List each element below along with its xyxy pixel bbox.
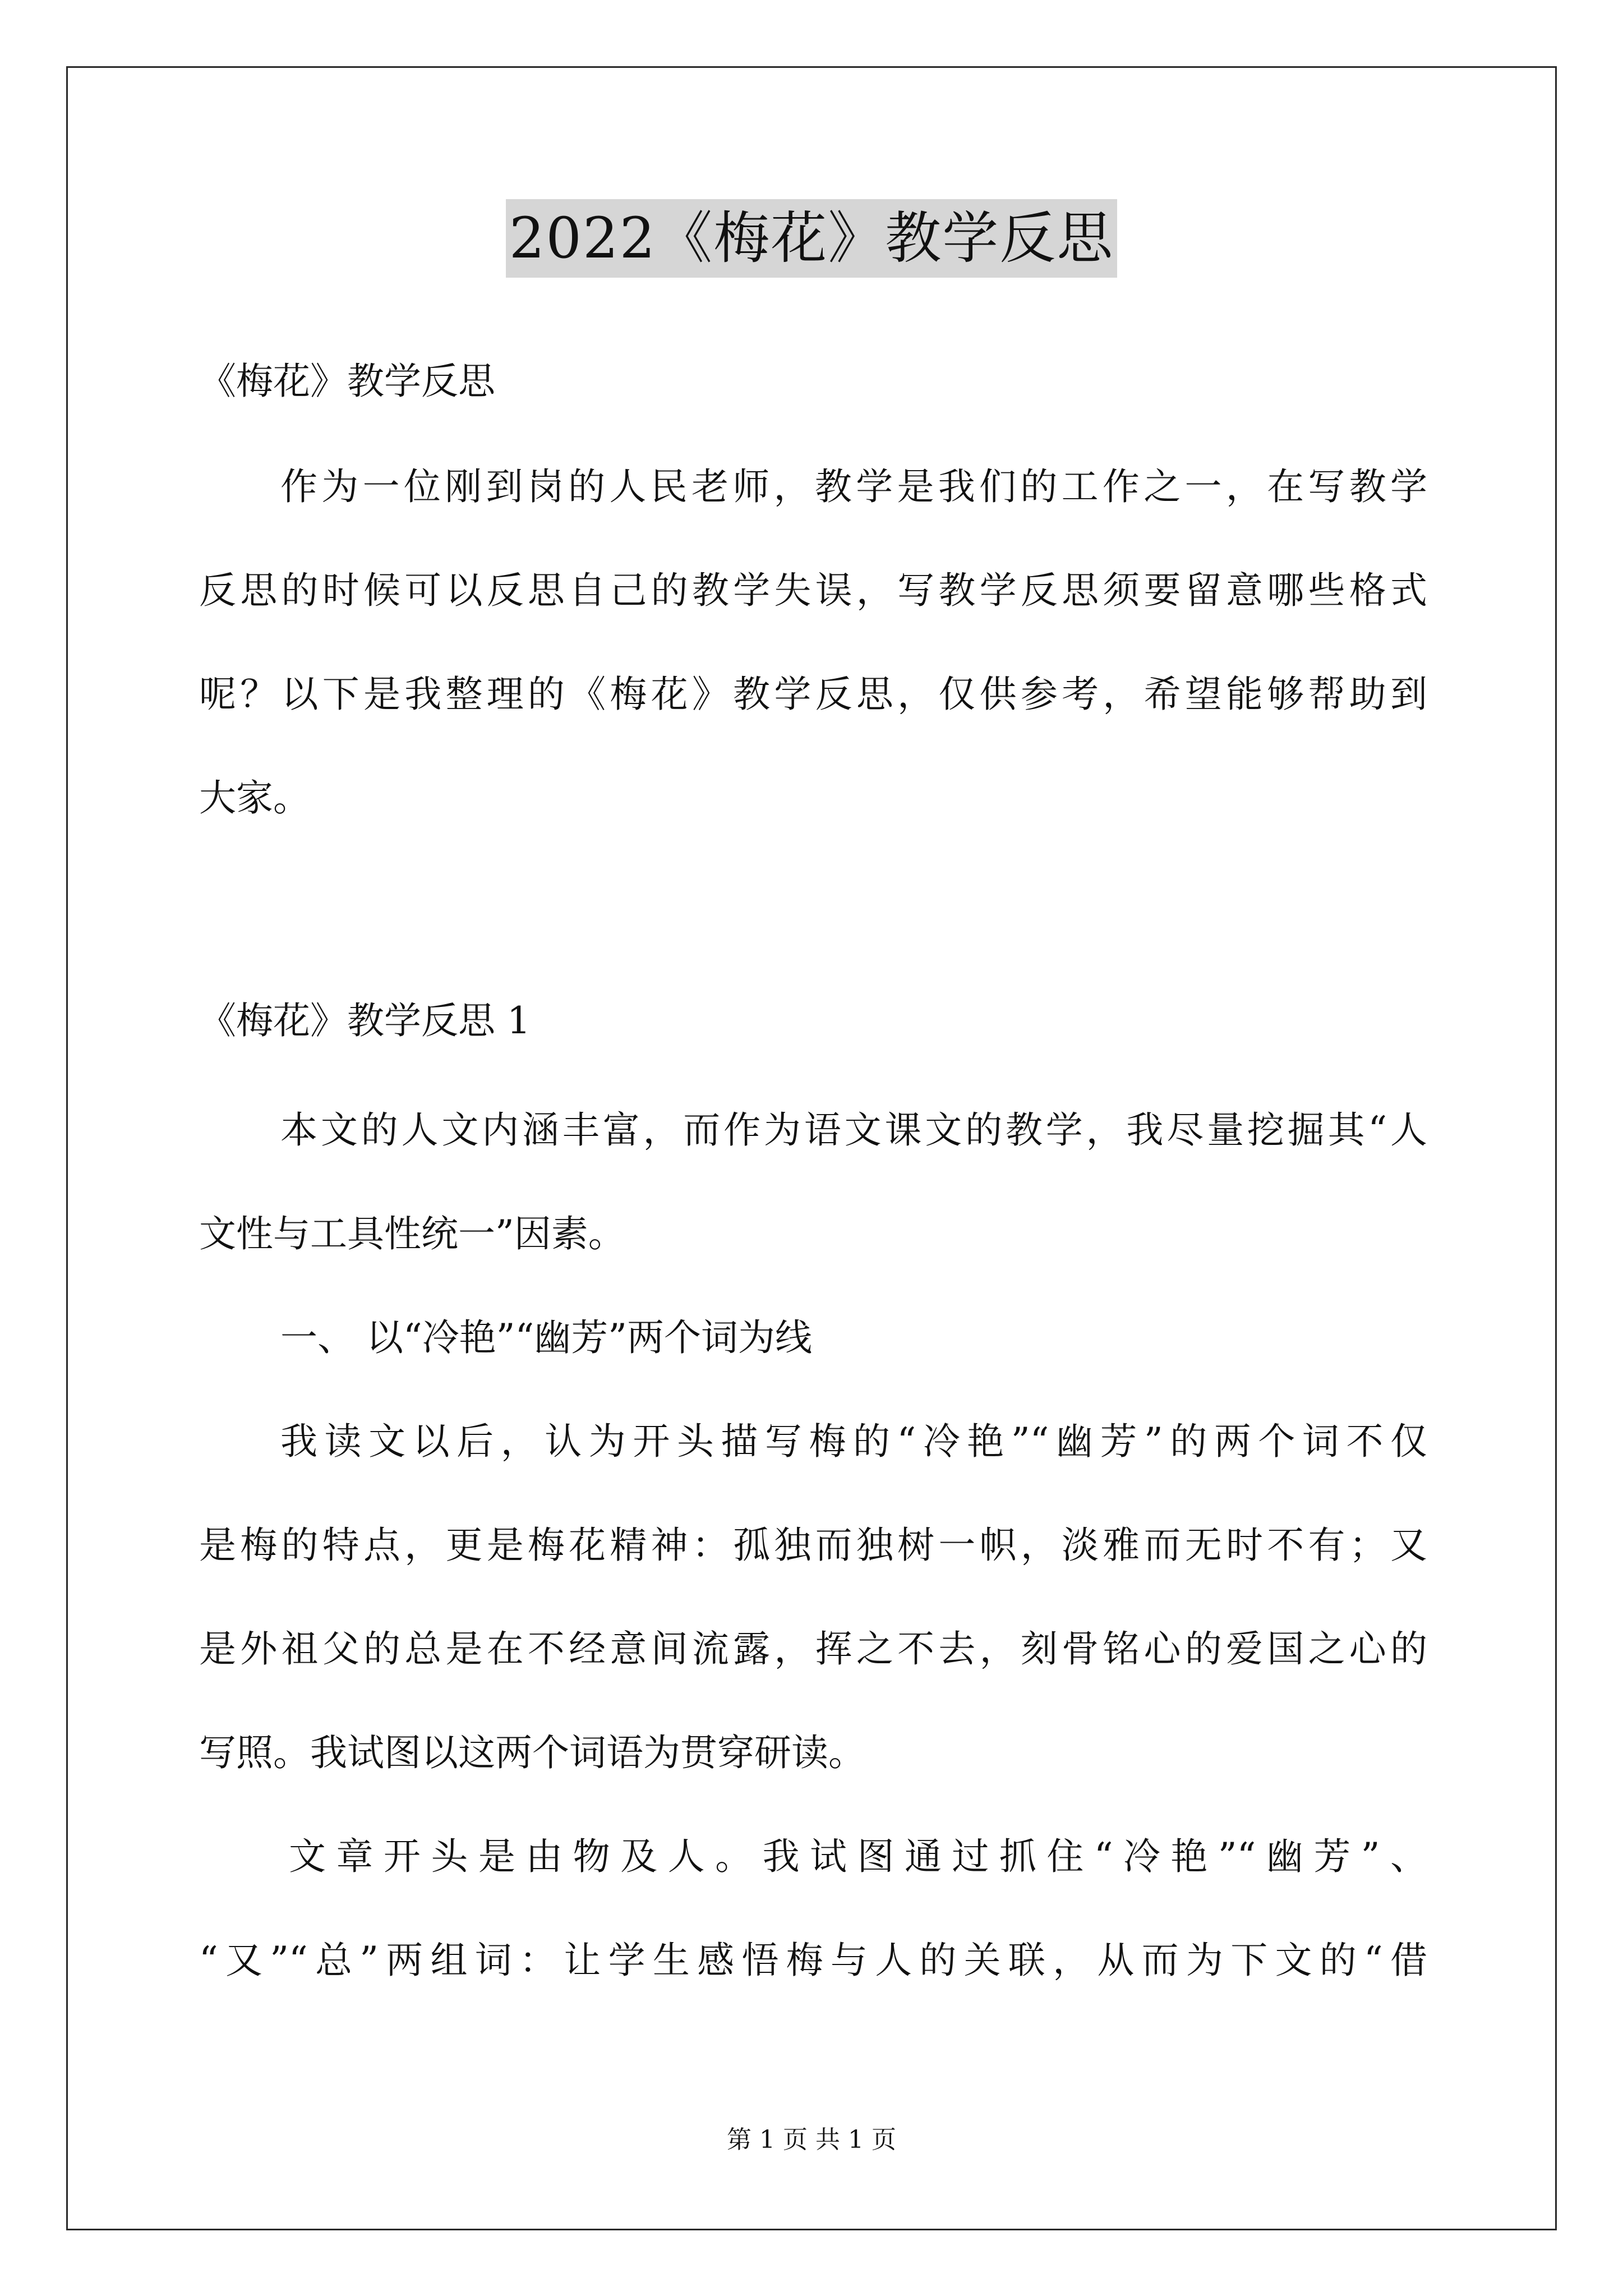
intro-line-4: 大家。 [199, 776, 310, 820]
body-line-8: 文章开头是由物及人。我试图通过抓住“冷艳”“幽芳”、 [289, 1835, 1427, 1878]
intro-line-2: 反思的时候可以反思自己的教学失误，写教学反思须要留意哪些格式 [199, 569, 1427, 612]
body-line-1: 本文的人文内涵丰富，而作为语文课文的教学，我尽量挖掘其“人 [280, 1108, 1427, 1152]
intro-line-3: 呢？以下是我整理的《梅花》教学反思，仅供参考，希望能够帮助到 [199, 673, 1427, 716]
title-container [0, 199, 1623, 278]
body-line-9: “又”“总”两组词：让学生感悟梅与人的关联，从而为下文的“借 [199, 1939, 1427, 1982]
subtitle: 《梅花》教学反思 [199, 360, 495, 403]
body-line-2: 文性与工具性统一”因素。 [199, 1212, 625, 1255]
document-title: 2022《梅花》教学反思 [506, 199, 1118, 278]
body-line-6: 是外祖父的总是在不经意间流露，挥之不去，刻骨铭心的爱国之心的 [199, 1627, 1427, 1671]
intro-line-1: 作为一位刚到岗的人民老师，教学是我们的工作之一，在写教学 [280, 465, 1427, 508]
section-heading: 《梅花》教学反思 1 [199, 999, 531, 1042]
body-line-4: 我读文以后，认为开头描写梅的“冷艳”“幽芳”的两个词不仅 [280, 1420, 1427, 1463]
page-footer: 第 1 页 共 1 页 [727, 2125, 896, 2154]
numbered-heading: 一、 以“冷艳”“幽芳”两个词为线 [280, 1316, 812, 1359]
body-line-7: 写照。我试图以这两个词语为贯穿研读。 [199, 1731, 865, 1774]
body-line-5: 是梅的特点，更是梅花精神：孤独而独树一帜，淡雅而无时不有；又 [199, 1524, 1427, 1567]
